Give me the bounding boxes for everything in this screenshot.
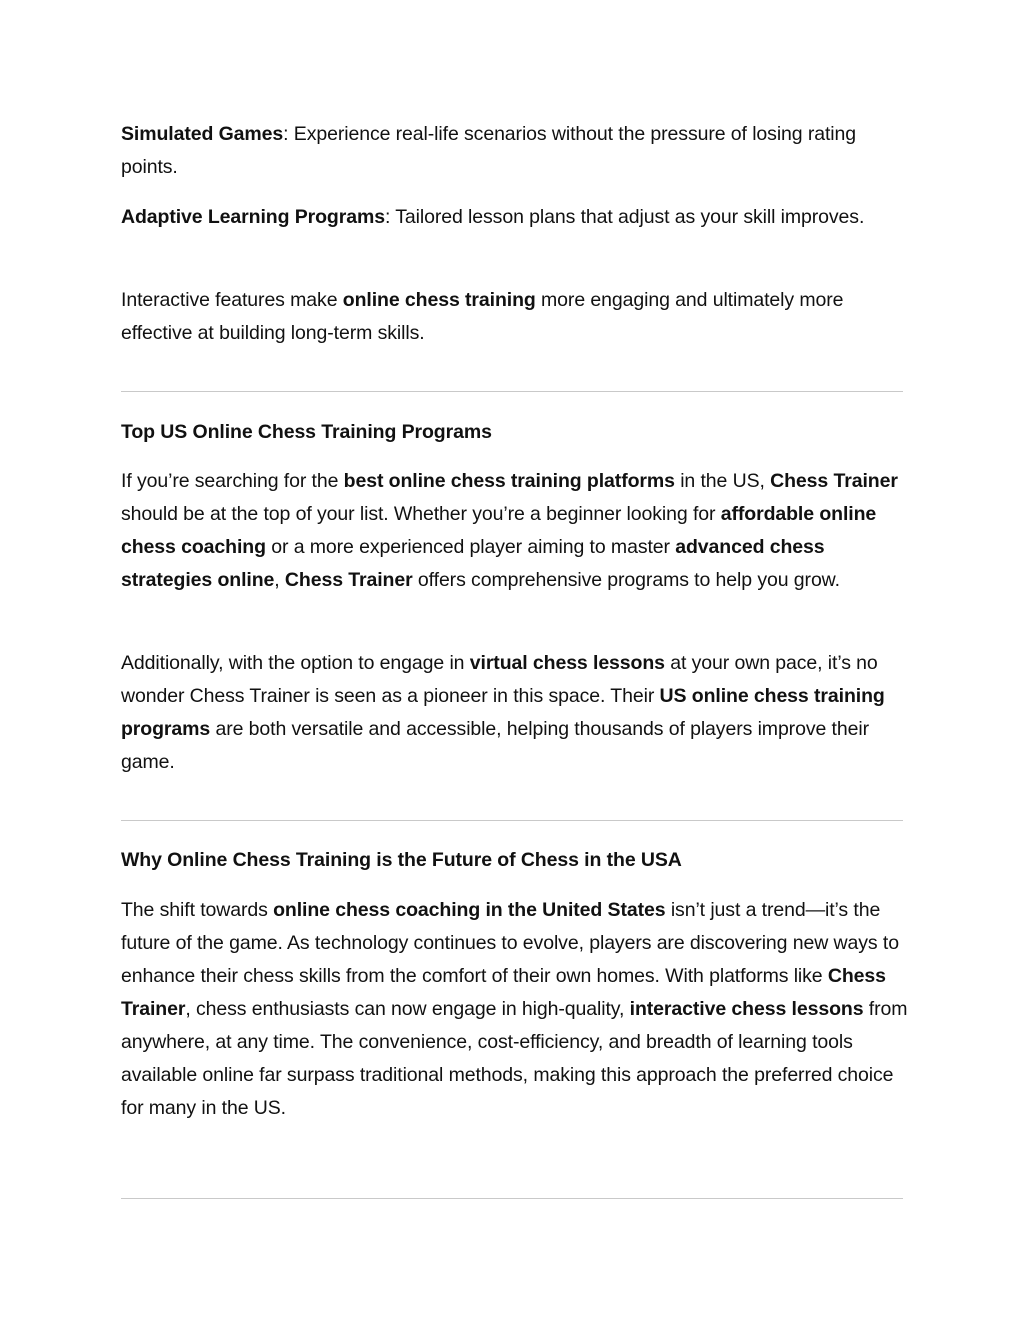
bold-phrase: online chess coaching in the United States <box>273 899 666 921</box>
text-run: offers comprehensive programs to help you grow. <box>412 569 840 591</box>
text-run: should be at the top of your list. Whether you’re a beginner looking for <box>121 503 721 525</box>
paragraph-best-platforms <box>121 465 911 597</box>
bold-phrase: US online chess training programs <box>121 685 885 740</box>
text-run: at your own pace, it’s no wonder Chess Trainer is seen as a pioneer in this space. Their <box>121 652 878 707</box>
bold-phrase: Chess Trainer <box>284 569 413 591</box>
bold-phrase: interactive chess lessons <box>629 998 864 1020</box>
divider <box>121 820 903 821</box>
text-run: are both versatile and accessible, helping thousands of players improve their game. <box>121 718 869 773</box>
paragraph-interactive-features <box>121 284 911 350</box>
paragraph-future-of-chess <box>121 894 911 1125</box>
text-run: from anywhere, at any time. The convenience, cost-efficiency, and breadth of learning tools available online far surpass traditional methods, making this approach the preferred choice for many in the US. <box>121 998 908 1119</box>
bold-phrase: virtual chess lessons <box>469 652 665 674</box>
text-run: more engaging and ultimately more effective at building long-term skills. <box>121 289 844 344</box>
item-label: Adaptive Learning Programs <box>121 206 385 228</box>
item-text: : Tailored lesson plans that adjust as your skill improves. <box>384 206 865 228</box>
divider <box>121 1198 903 1199</box>
text-run: , chess enthusiasts can now engage in high-quality, <box>185 998 630 1020</box>
section-heading: Why Online Chess Training is the Future of Chess in the USA <box>121 849 682 871</box>
text-run: The shift towards <box>121 899 274 921</box>
text-run: isn’t just a trend—it’s the future of the game. As technology continues to evolve, players are discovering new ways to enhance their chess skills from the comfort of their own homes. With platforms like <box>121 899 899 987</box>
list-item-adaptive-learning <box>121 201 911 234</box>
bold-phrase: affordable online chess coaching <box>121 503 877 558</box>
text-run: Interactive features make <box>121 289 343 311</box>
text-run: If you’re searching for the <box>121 470 344 492</box>
bold-phrase: Chess Trainer <box>770 470 898 492</box>
text-run: in the US, <box>674 470 771 492</box>
item-label: Simulated Games <box>121 123 284 145</box>
divider <box>121 391 903 392</box>
section-heading: Top US Online Chess Training Programs <box>121 421 492 443</box>
bold-phrase: online chess training <box>342 289 536 311</box>
paragraph-virtual-lessons <box>121 647 911 779</box>
text-run: Additionally, with the option to engage in <box>121 652 470 674</box>
bold-phrase: Chess Trainer <box>121 965 886 1020</box>
bold-phrase: advanced chess strategies online <box>121 536 825 591</box>
text-run: , <box>274 569 285 591</box>
item-text: : Experience real-life scenarios without the pressure of losing rating points. <box>121 123 857 178</box>
text-run: or a more experienced player aiming to master <box>265 536 676 558</box>
bold-phrase: best online chess training platforms <box>343 470 675 492</box>
list-item-simulated-games <box>121 118 911 184</box>
